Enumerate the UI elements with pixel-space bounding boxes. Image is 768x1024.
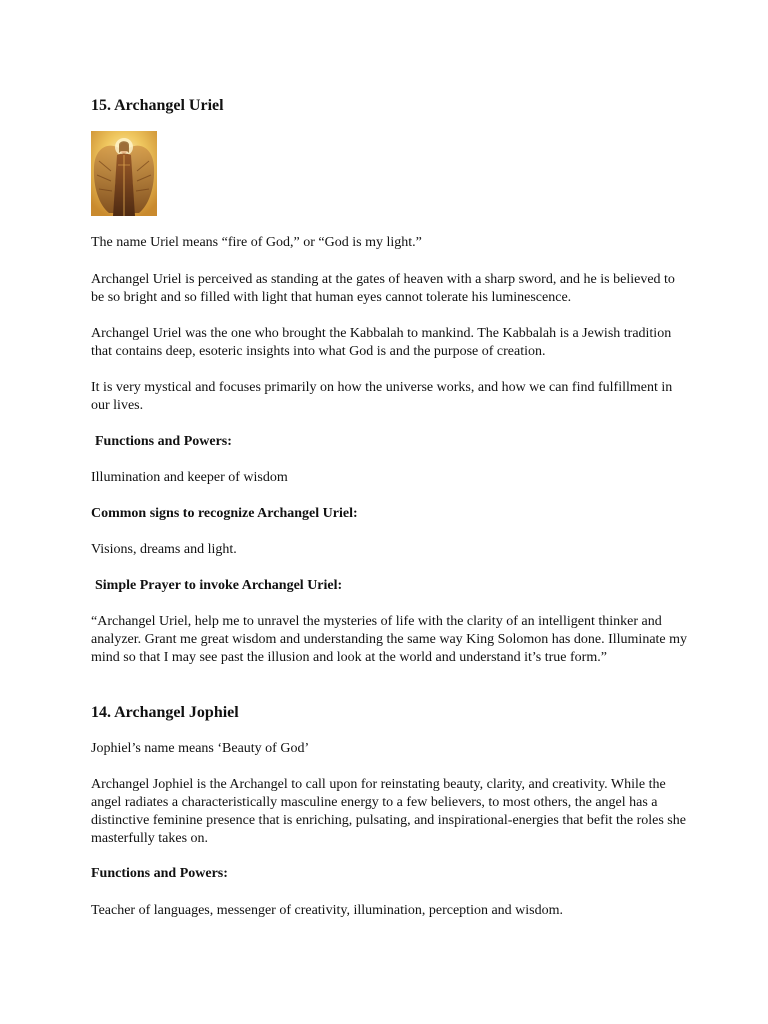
uriel-signs-label: Common signs to recognize Archangel Uriel: [91,506,358,521]
section-heading-jophiel: 14. Archangel Jophiel [91,704,239,721]
uriel-gates-paragraph: Archangel Uriel is perceived as standing at the gates of heaven with a sharp sword, and he is believed to be so bright and so filled with light that human eyes cannot tolerate his luminescence. [91,272,675,305]
uriel-prayer-label: Simple Prayer to invoke Archangel Uriel: [95,578,343,593]
jophiel-functions-label: Functions and Powers: [91,866,228,881]
section-heading-uriel: 15. Archangel Uriel [91,97,224,114]
jophiel-intro-paragraph: Archangel Jophiel is the Archangel to call upon for reinstating beauty, clarity, and creativity. While the angel radiates a characteristically masculine energy to a few believers, to most others, the angel has a distinctive feminine presence that is enriching, pulsating, and inspirational-energies that befit the roles she masterfully takes on. [91,777,686,846]
uriel-name-meaning: The name Uriel means “fire of God,” or “God is my light.” [91,235,422,250]
uriel-mystical-paragraph: It is very mystical and focuses primarily on how the universe works, and how we can find fulfillment in our lives. [91,380,673,413]
uriel-signs-text: Visions, dreams and light. [91,542,237,557]
archangel-uriel-image [91,131,157,216]
angel-figure-icon [91,131,157,216]
uriel-kabbalah-paragraph: Archangel Uriel was the one who brought the Kabbalah to mankind. The Kabbalah is a Jewish tradition that contains deep, esoteric insights into what God is and the purpose of creation. [91,326,672,359]
jophiel-functions-text: Teacher of languages, messenger of creativity, illumination, perception and wisdom. [91,903,564,918]
uriel-prayer-text: “Archangel Uriel, help me to unravel the mysteries of life with the clarity of an intelligent thinker and analyzer. Grant me great wisdom and understanding the same way King Solomon has done. Illuminate my mind so that I may see past the illusion and look at the world and understand it’s true form.” [91,614,688,665]
jophiel-name-meaning: Jophiel’s name means ‘Beauty of God’ [91,741,310,756]
uriel-functions-label: Functions and Powers: [95,434,232,449]
uriel-functions-text: Illumination and keeper of wisdom [91,470,288,485]
